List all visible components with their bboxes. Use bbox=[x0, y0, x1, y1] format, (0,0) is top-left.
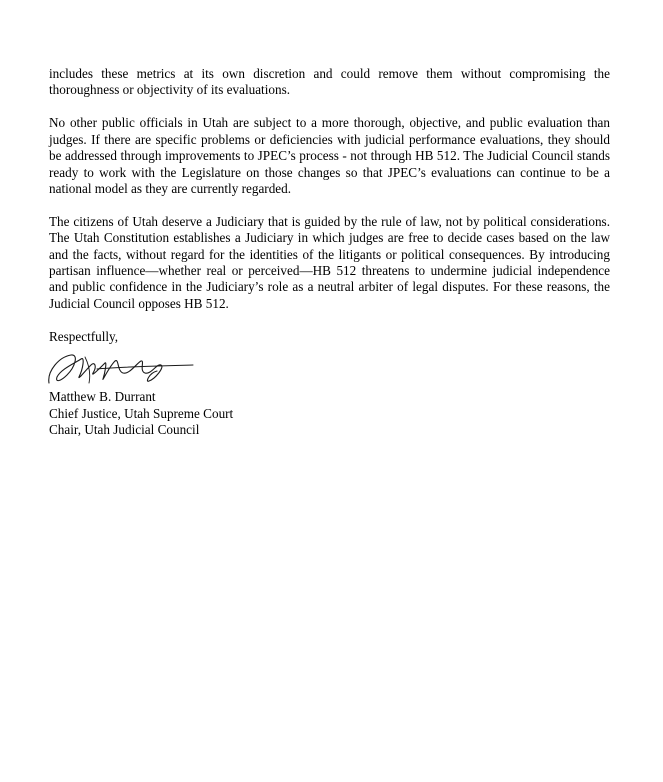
signer-title-1: Chief Justice, Utah Supreme Court bbox=[49, 405, 234, 421]
body-paragraph-1: includes these metrics at its own discretion and could remove them without compromising the thoroughness or objectivity of its evaluations. bbox=[49, 66, 610, 98]
signer-name: Matthew B. Durrant bbox=[49, 389, 156, 405]
handwritten-signature bbox=[45, 349, 195, 387]
signer-title-2: Chair, Utah Judicial Council bbox=[49, 422, 200, 437]
signature-block bbox=[49, 389, 610, 438]
closing-salutation: Respectfully, bbox=[49, 328, 119, 344]
letter-page bbox=[49, 66, 610, 438]
body-paragraph-2: No other public officials in Utah are subject to a more thorough, objective, and public evaluation than judges. If there are specific problems or deficiencies with judicial performance evaluations, they should be addressed through improvements to JPEC’s process - not through HB 512. The Judicial Council stands ready to work with the Legislature on those changes so that JPEC’s evaluations can continue to be a national model as they are currently regarded. bbox=[49, 115, 610, 196]
body-paragraph-3: The citizens of Utah deserve a Judiciary that is guided by the rule of law, not by political considerations. The Utah Constitution establishes a Judiciary in which judges are free to decide cases based on the law and the facts, without regard for the identities of the litigants or political consequences. By introducing partisan influence—whether real or perceived—HB 512 threatens to undermine judicial independence and public confidence in the Judiciary’s role as a neutral arbiter of legal disputes. For these reasons, the Judicial Council opposes HB 512. bbox=[49, 213, 610, 311]
